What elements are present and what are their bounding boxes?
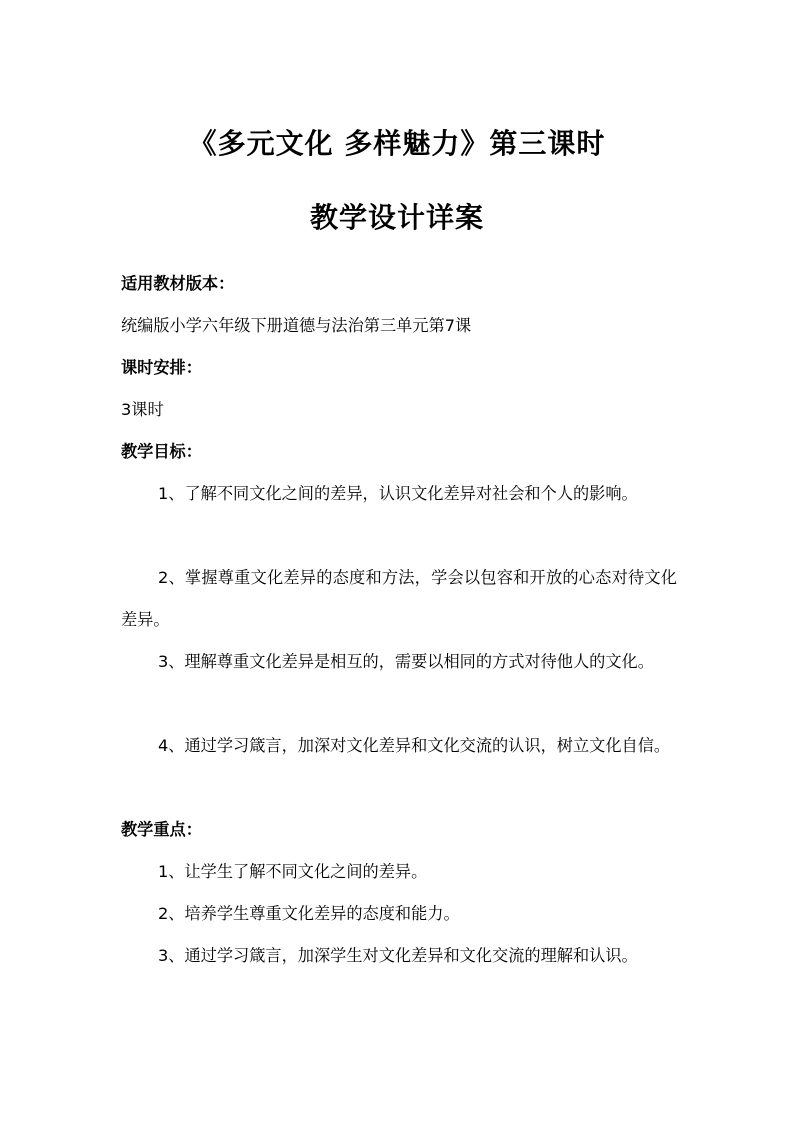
textbook-heading: 适用教材版本：: [121, 274, 235, 293]
document-title-line-2: 教学设计详案: [309, 201, 484, 234]
objective-item-3: 3、理解尊重文化差异是相互的，需要以相同的方式对待他人的文化。: [158, 652, 654, 671]
schedule-heading: 课时安排：: [121, 358, 202, 377]
objective-item-2: 2、掌握尊重文化差异的态度和方法，学会以包容和开放的心态对待文化差异。: [121, 568, 677, 629]
key-points-heading: 教学重点：: [121, 820, 202, 839]
key-point-item-1: 1、让学生了解不同文化之间的差异。: [158, 862, 428, 881]
schedule-value: 3课时: [121, 400, 164, 419]
objective-item-1: 1、了解不同文化之间的差异，认识文化差异对社会和个人的影响。: [158, 484, 638, 503]
objective-item-4: 4、通过学习箴言，加深对文化差异和文化交流的认识，树立文化自信。: [158, 736, 671, 755]
textbook-value: 统编版小学六年级下册道德与法治第三单元第7课: [121, 316, 472, 335]
key-point-item-3: 3、通过学习箴言，加深学生对文化差异和文化交流的理解和认识。: [158, 946, 638, 965]
document-title-line-1: 《多元文化 多样魅力》第三课时: [188, 127, 606, 160]
key-point-item-2: 2、培养学生尊重文化差异的态度和能力。: [158, 904, 460, 923]
objectives-heading: 教学目标：: [121, 442, 202, 461]
